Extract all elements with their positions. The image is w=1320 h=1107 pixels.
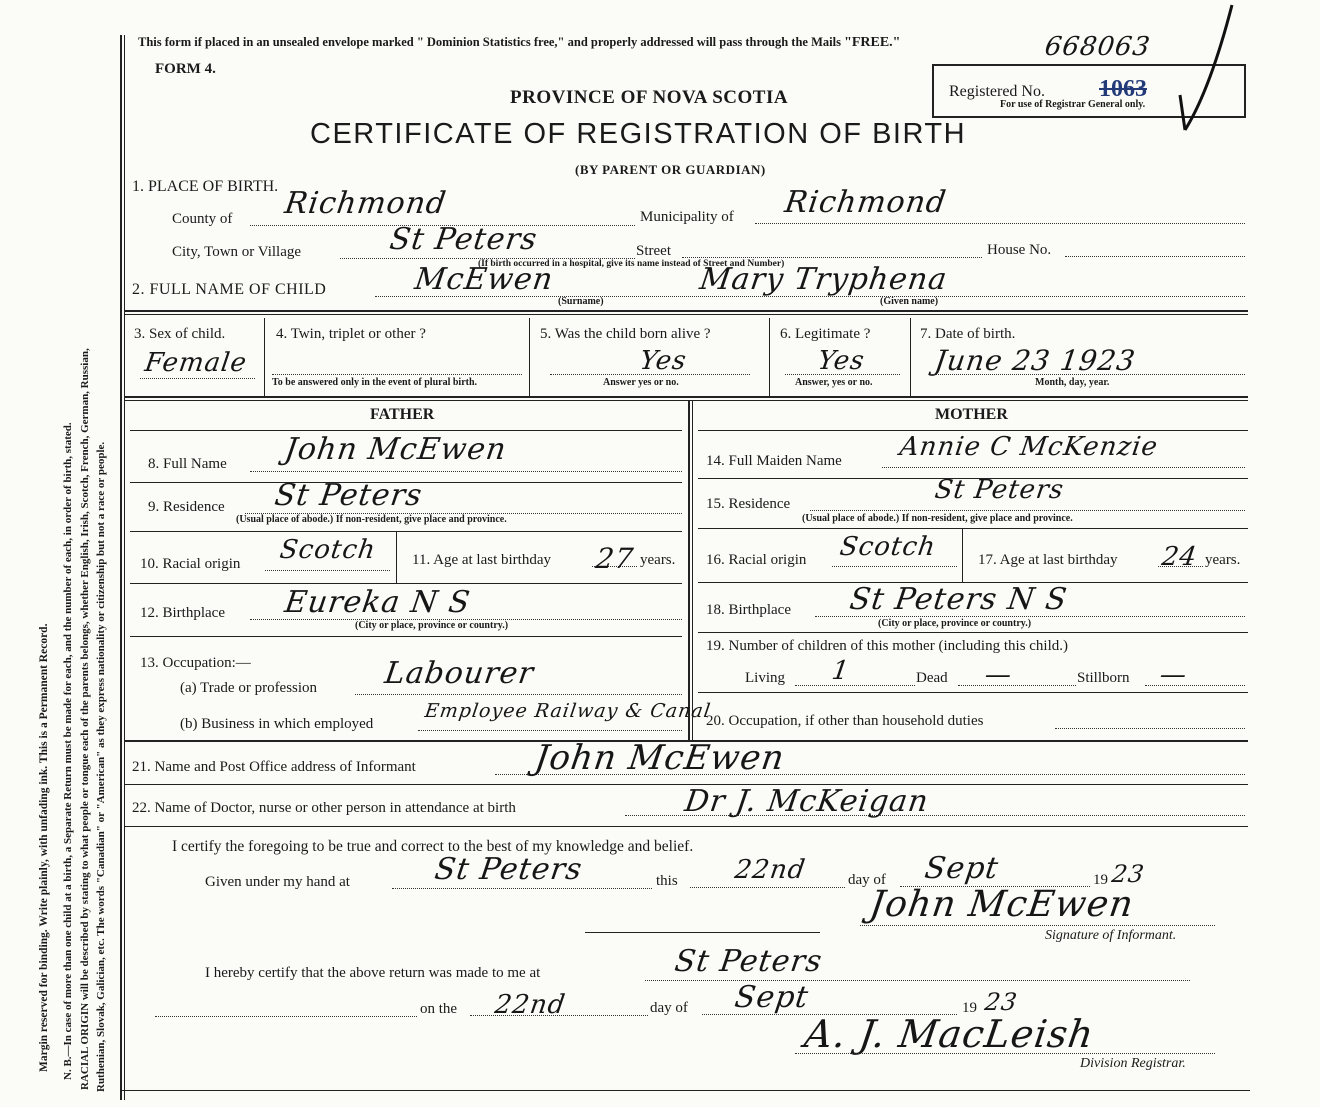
father-residence-note: (Usual place of abode.) If non-resident, give place and province. [236,514,507,525]
mother-residence-label: 15. Residence [706,496,791,512]
legitimate-note: Answer, yes or no. [795,377,873,388]
dead-label: Dead [916,670,948,686]
margin-note-2: N. B.—In case of more than one child at a birth, a Separate Return must be made for each, and the number of each, in order of birth, stated. [62,422,74,1080]
father-trade-label: (a) Trade or profession [180,680,318,696]
given-name-note: (Given name) [880,296,939,307]
informant-value: John McEwen [532,738,788,778]
form-number: FORM 4. [155,61,216,77]
mother-birthplace: St Peters N S [847,582,1070,617]
mother-residence: St Peters [932,475,1066,505]
father-birthplace-note: (City or place, province or country.) [355,620,509,631]
dob-label: 7. Date of birth. [920,326,1016,342]
registrar-statement: I hereby certify that the above return was made to me at [205,965,541,981]
father-age: 27 [593,542,636,575]
mother-age: 24 [1159,542,1200,572]
place-of-birth-label: 1. PLACE OF BIRTH. [132,178,279,195]
legitimate-label: 6. Legitimate ? [780,326,871,342]
this-label: this [656,873,678,889]
signature-of-informant-label: Signature of Informant. [1045,928,1177,943]
mother-name: Annie C McKenzie [897,432,1160,462]
father-birthplace-label: 12. Birthplace [140,605,225,621]
legitimate-value: Yes [815,346,867,376]
mother-name-label: 14. Full Maiden Name [706,453,842,469]
mother-birthplace-note: (City or place, province or country.) [878,618,1032,629]
father-years: years. [640,552,676,568]
sex-label: 3. Sex of child. [134,326,226,342]
city-value: St Peters [387,222,540,257]
registered-label: Registered No. [949,83,1045,100]
father-age-label: 11. Age at last birthday [412,552,551,568]
father-occupation-label: 13. Occupation:— [140,655,251,671]
father-name-label: 8. Full Name [148,456,227,472]
sex-value: Female [142,348,249,378]
living-value: 1 [829,656,852,686]
mother-age-label: 17. Age at last birthday [978,552,1118,568]
mother-racial: Scotch [837,532,938,562]
margin-note-3: RACIAL ORIGIN will be described by stating to what people or tongue each of the parents belongs, whether English, Irish, Scotch, French, German, Russian, [79,348,91,1090]
mother-heading: MOTHER [935,406,1008,423]
stillborn-label: Stillborn [1077,670,1130,686]
province-heading: PROVINCE OF NOVA SCOTIA [510,87,789,108]
city-label: City, Town or Village [172,244,302,260]
father-trade: Labourer [382,656,537,691]
mother-birthplace-label: 18. Birthplace [706,602,791,618]
margin-note-4: Ruthenian, Slovak, Galician, etc. The words "Canadian" or "American" as they express nationality or citizenship but not a race or people. [95,441,107,1092]
mail-notice: This form if placed in an unsealed envelope marked " Dominion Statistics free," and properly addressed will pass through the Mails "FREE." [138,35,901,50]
mother-years: years. [1205,552,1241,568]
dob-value: June 23 1923 [932,344,1138,377]
dob-note: Month, day, year. [1035,377,1110,388]
surname-note: (Surname) [558,296,604,307]
father-heading: FATHER [370,406,435,423]
father-business-label: (b) Business in which employed [180,716,374,732]
street-label: Street [636,243,671,259]
left-border-inner [124,35,125,1100]
doctor-label: 22. Name of Doctor, nurse or other person in attendance at birth [132,800,516,816]
county-label: County of [172,211,233,227]
alive-label: 5. Was the child born alive ? [540,326,711,342]
child-name-label: 2. FULL NAME OF CHILD [132,281,327,298]
mother-residence-note: (Usual place of abode.) If non-resident, give place and province. [802,513,1073,524]
given-year: 23 [1110,860,1147,888]
alive-value: Yes [637,346,689,376]
father-name: John McEwen [282,432,509,467]
house-label: House No. [987,242,1052,258]
certificate-subtitle: (BY PARENT OR GUARDIAN) [575,162,766,177]
certification-statement: I certify the foregoing to be true and correct to the best of my knowledge and belief. [172,838,694,855]
registered-value: 1063 [1099,76,1147,102]
registrar-year: 23 [983,988,1020,1016]
county-value: Richmond [282,186,449,221]
given-under-label: Given under my hand at [205,874,350,890]
given-month: Sept [922,851,1002,886]
stillborn-value: — [1157,660,1190,690]
father-residence: St Peters [272,478,425,513]
informant-label: 21. Name and Post Office address of Informant [132,759,416,775]
doctor-value: Dr J. McKeigan [682,784,932,819]
check-mark [1170,0,1250,150]
registrar-year-prefix: 19 [962,1000,977,1016]
bottom-border [120,1090,1250,1091]
municipality-value: Richmond [782,185,949,220]
registrar-day: 22nd [492,990,568,1020]
certificate-title: CERTIFICATE OF REGISTRATION OF BIRTH [310,118,967,150]
registrar-place: St Peters [672,944,825,979]
left-border [120,35,122,1100]
registrar-month: Sept [732,980,812,1015]
day-of-label: day of [848,872,886,888]
registrar-signature: A. J. MacLeish [801,1012,1097,1056]
handwritten-number: 668063 [1042,32,1153,62]
on-the-label: on the [420,1001,458,1017]
child-given-name: Mary Tryphena [697,262,950,297]
registrar-note: For use of Registrar General only. [1000,99,1146,110]
municipality-label: Municipality of [640,209,734,225]
twin-note: To be answered only in the event of plural birth. [272,377,478,388]
division-registrar-label: Division Registrar. [1080,1056,1186,1071]
father-residence-label: 9. Residence [148,499,225,515]
father-racial-label: 10. Racial origin [140,556,241,572]
mother-occupation-label: 20. Occupation, if other than household duties [706,713,984,729]
given-place: St Peters [432,852,585,887]
margin-note-1: Margin reserved for binding. Write plainly, with unfading ink. This is a Permanent Record. [38,623,50,1072]
father-racial: Scotch [277,535,378,565]
twin-label: 4. Twin, triplet or other ? [276,326,426,342]
hospital-note: (If birth occurred in a hospital, give its name instead of Street and Number) [478,259,785,269]
given-day: 22nd [732,855,808,885]
given-year-prefix: 19 [1093,872,1108,888]
father-birthplace: Eureka N S [282,585,473,620]
informant-signature: John McEwen [867,884,1137,925]
alive-note: Answer yes or no. [603,377,679,388]
registrar-day-of-label: day of [650,1000,688,1016]
mother-racial-label: 16. Racial origin [706,552,807,568]
living-label: Living [745,670,785,686]
dead-value: — [982,660,1015,690]
child-surname: McEwen [412,262,556,297]
father-business: Employee Railway & Canal [423,700,713,722]
mother-children-label: 19. Number of children of this mother (including this child.) [706,638,1069,654]
